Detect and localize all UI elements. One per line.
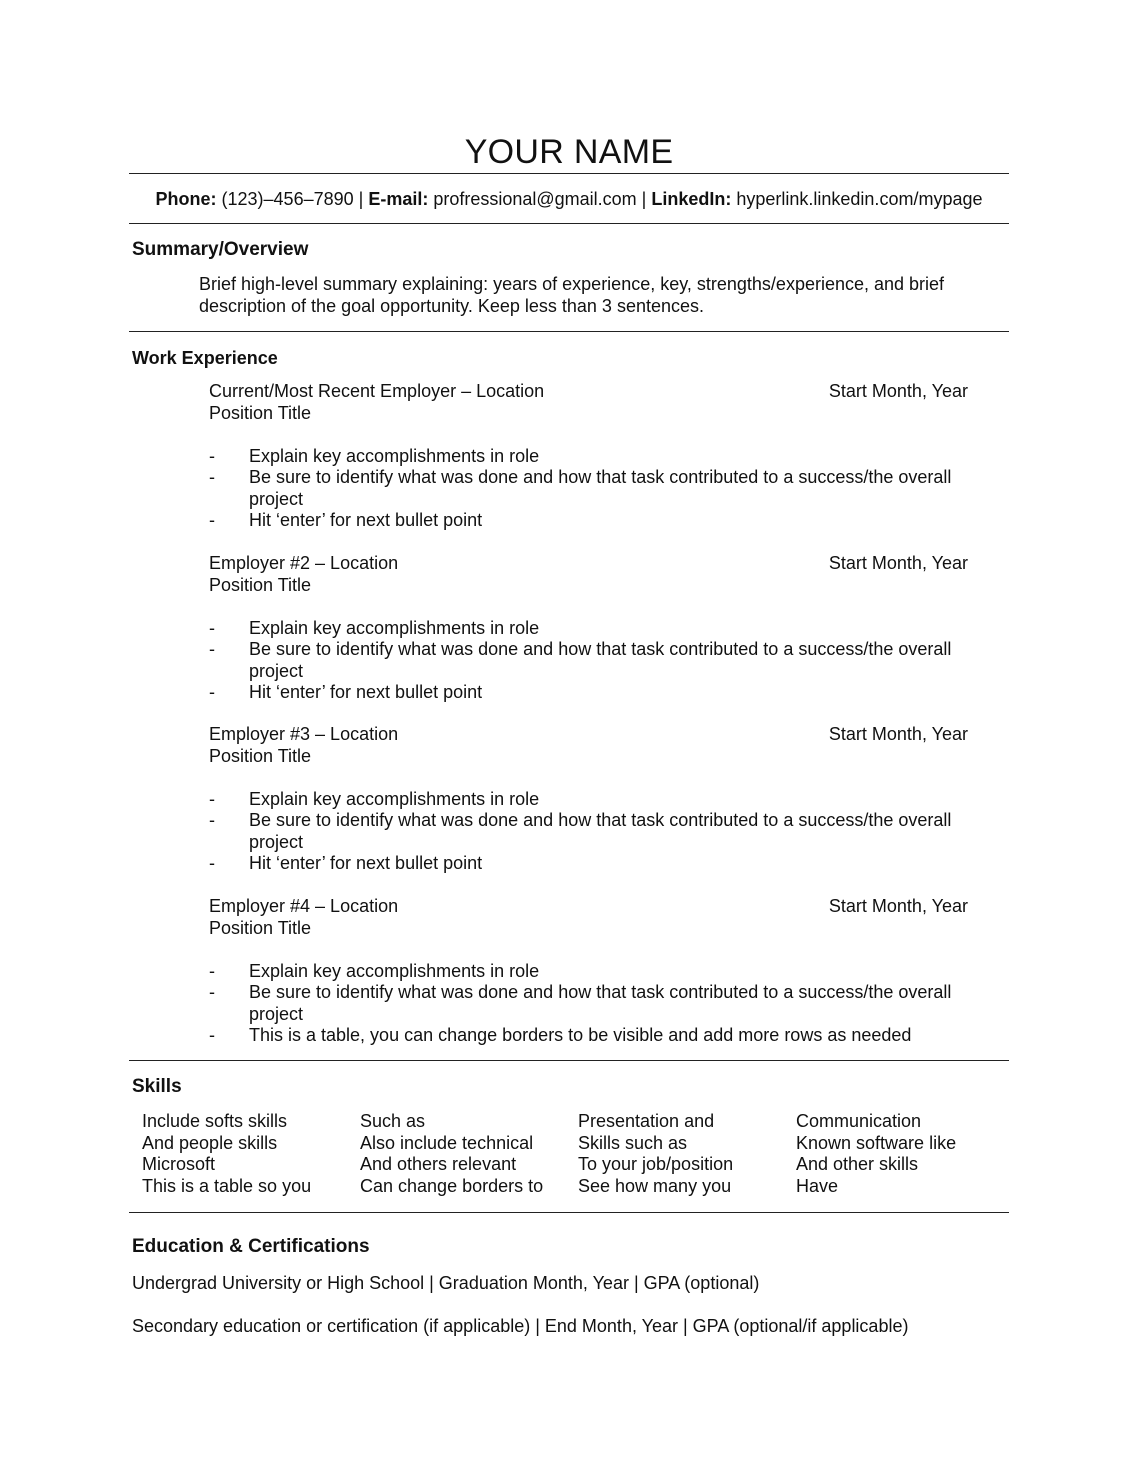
skill-cell: Known software like: [796, 1132, 957, 1153]
start-date: Start Month, Year: [828, 724, 968, 744]
summary-heading: Summary/Overview: [132, 239, 309, 260]
divider: [129, 331, 1009, 332]
certification-line: Secondary education or certification (if applicable) | End Month, Year | GPA (optional/if applicable): [132, 1316, 909, 1336]
accomplishment-list: [209, 961, 989, 1047]
skill-cell: To your job/position: [578, 1154, 734, 1174]
skill-cell: Such as: [360, 1111, 426, 1131]
skill-cell: Microsoft: [142, 1154, 216, 1174]
employer-location: Employer #2 – Location: [209, 553, 399, 573]
list-item: - Be sure to identify what was done and how that task contributed to a success/the overall project: [209, 467, 952, 509]
job-entry: [209, 553, 989, 704]
education-line: Undergrad University or High School | Graduation Month, Year | GPA (optional): [132, 1273, 760, 1293]
list-item: - Be sure to identify what was done and how that task contributed to a success/the overall project: [209, 639, 952, 681]
skill-cell: See how many you: [578, 1175, 732, 1196]
skill-cell: Skills such as: [578, 1132, 688, 1153]
list-item: - Be sure to identify what was done and how that task contributed to a success/the overall project: [209, 810, 952, 852]
candidate-name: YOUR NAME: [464, 133, 674, 171]
contact-line: [129, 187, 1009, 211]
job-entry: [209, 896, 989, 1047]
linkedin-label: LinkedIn:: [651, 189, 732, 209]
employer-location: Employer #3 – Location: [209, 724, 399, 744]
position-title: Position Title: [209, 917, 312, 938]
position-title: Position Title: [209, 745, 312, 766]
skill-cell: Presentation and: [578, 1111, 715, 1131]
start-date: Start Month, Year: [828, 381, 968, 401]
linkedin-value: hyperlink.linkedin.com/mypage: [731, 189, 983, 209]
divider: [129, 1060, 1009, 1061]
employer-location: Current/Most Recent Employer – Location: [209, 381, 545, 401]
skill-cell: This is a table so you: [142, 1175, 312, 1196]
divider: [129, 223, 1009, 224]
skill-cell: Can change borders to: [360, 1175, 544, 1196]
skills-table: [142, 1111, 1012, 1197]
email-value: profressional@gmail.com |: [428, 189, 652, 209]
skill-cell: Communication: [796, 1111, 922, 1131]
phone-label: Phone:: [155, 189, 217, 209]
list-item: - Hit ‘enter’ for next bullet point: [209, 853, 483, 873]
list-item: - Hit ‘enter’ for next bullet point: [209, 510, 483, 530]
job-entry: [209, 724, 989, 875]
skill-cell: And others relevant: [360, 1154, 517, 1174]
education-heading: Education & Certifications: [132, 1236, 370, 1257]
list-item: - Hit ‘enter’ for next bullet point: [209, 682, 483, 702]
list-item: - Explain key accomplishments in role: [209, 960, 540, 981]
email-label: E-mail:: [368, 189, 429, 209]
position-title: Position Title: [209, 574, 312, 595]
accomplishment-list: [209, 446, 989, 532]
skill-cell: Have: [796, 1175, 839, 1196]
skill-cell: And people skills: [142, 1132, 278, 1153]
list-item: - Be sure to identify what was done and how that task contributed to a success/the overall project: [209, 982, 952, 1024]
accomplishment-list: [209, 789, 989, 875]
list-item: - Explain key accomplishments in role: [209, 445, 540, 466]
work-experience-heading: Work Experience: [132, 348, 278, 368]
start-date: Start Month, Year: [828, 896, 968, 916]
list-item: - Explain key accomplishments in role: [209, 788, 540, 809]
summary-text: Brief high-level summary explaining: years of experience, key, strengths/experience, and brief description of the goal opportunity. Keep less than 3 sentences.: [199, 274, 945, 316]
skill-cell: Also include technical: [360, 1132, 534, 1153]
list-item: - This is a table, you can change borders to be visible and add more rows as needed: [209, 1025, 912, 1045]
accomplishment-list: [209, 618, 989, 704]
job-entry: [209, 381, 989, 532]
employer-location: Employer #4 – Location: [209, 896, 399, 916]
skills-heading: Skills: [132, 1076, 182, 1097]
start-date: Start Month, Year: [828, 553, 968, 573]
position-title: Position Title: [209, 402, 312, 423]
phone-value: (123)–456–7890 |: [216, 189, 369, 209]
skill-cell: And other skills: [796, 1154, 919, 1174]
skill-cell: Include softs skills: [142, 1111, 288, 1131]
divider: [129, 1212, 1009, 1213]
list-item: - Explain key accomplishments in role: [209, 617, 540, 638]
divider: [129, 173, 1009, 174]
